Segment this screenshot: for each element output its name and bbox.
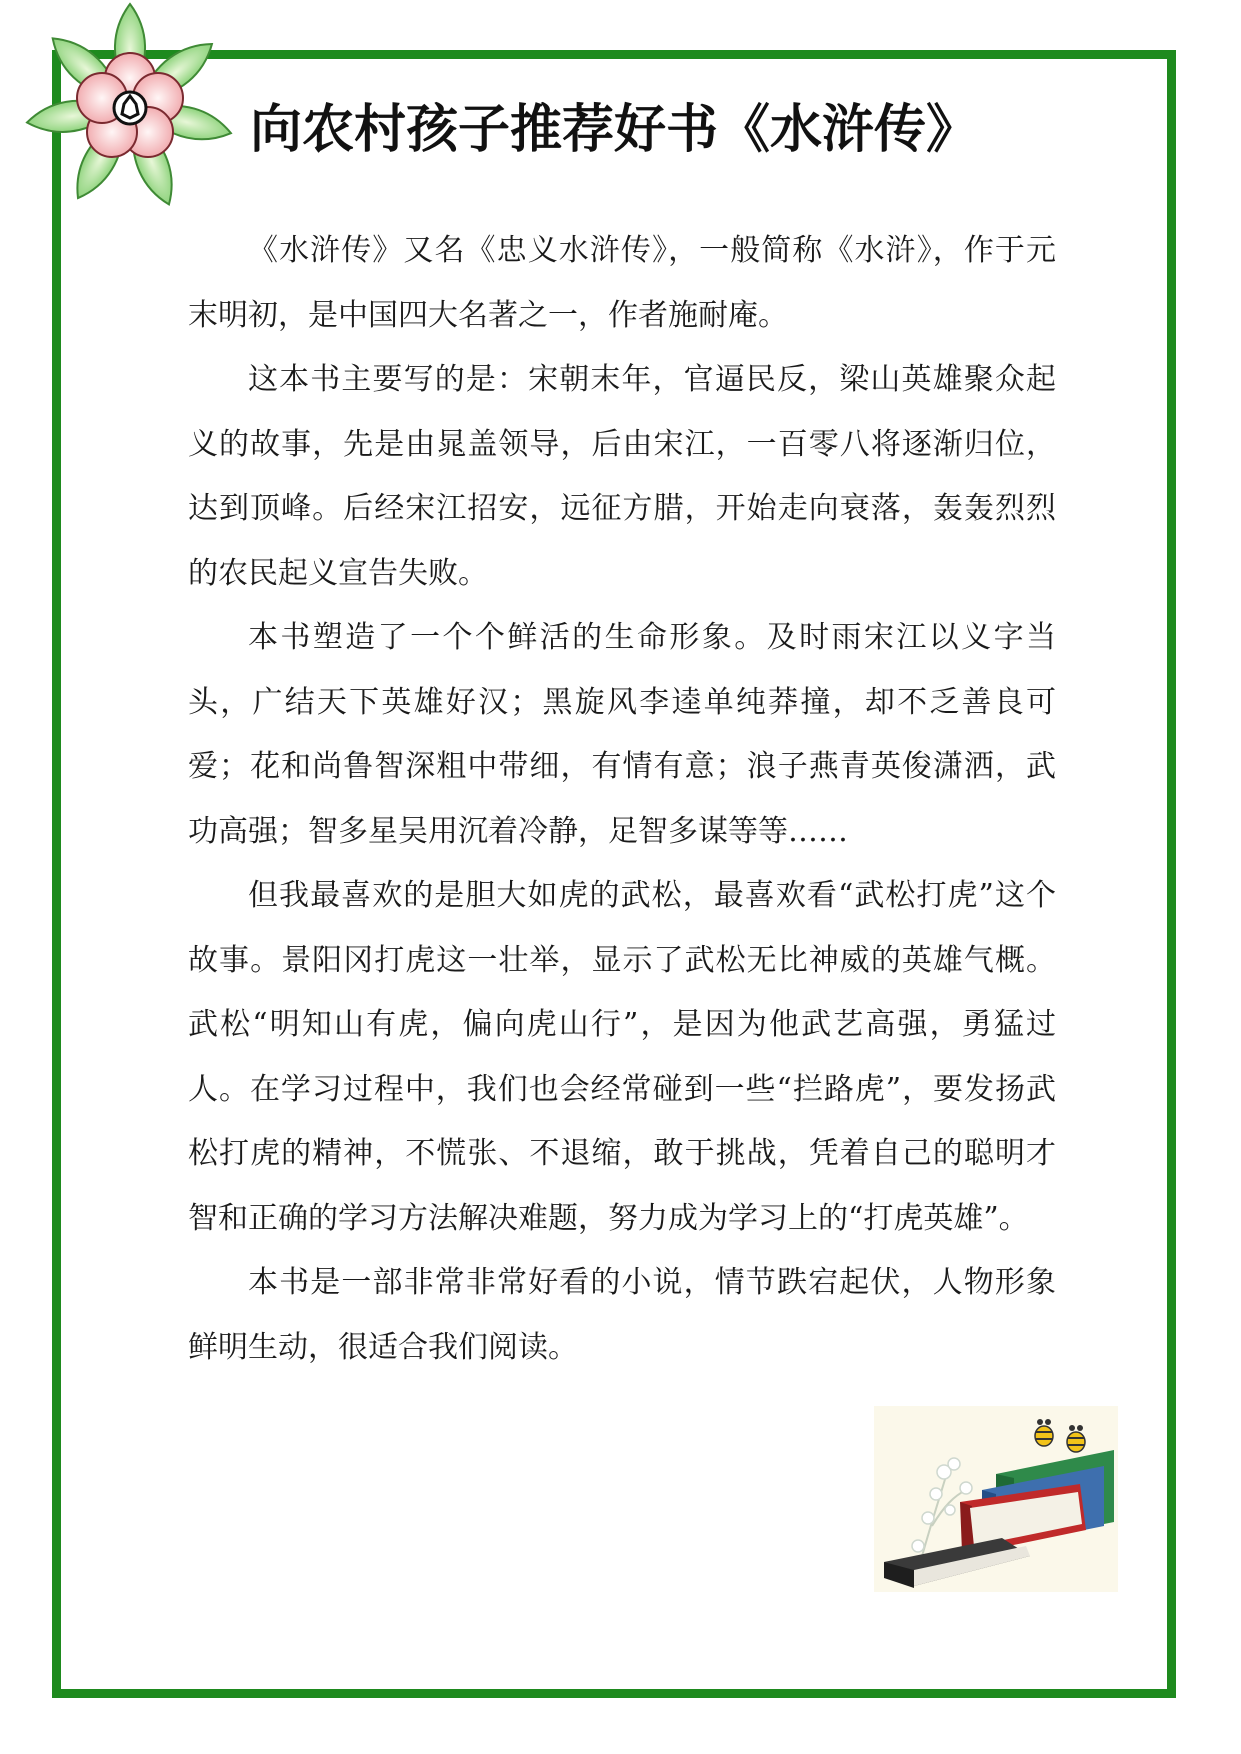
article-body — [188, 219, 1056, 1380]
paragraph-intro: 《水浒传》又名《忠义水浒传》，一般简称《水浒》，作于元末明初，是中国四大名著之一，作者施耐庵。 — [188, 233, 1056, 333]
books-illustration — [874, 1406, 1118, 1592]
paragraph-summary: 这本书主要写的是：宋朝末年，官逼民反，梁山英雄聚众起义的故事，先是由晁盖领导，后由宋江，一百零八将逐渐归位，达到顶峰。后经宋江招安，远征方腊，开始走向衰落，轰轰烈烈的农民起义宣告失败。 — [188, 362, 1056, 591]
page-title: 向农村孩子推荐好书《水浒传》 — [250, 100, 979, 160]
paragraph-characters: 本书塑造了一个个鲜活的生命形象。及时雨宋江以义字当头，广结天下英雄好汉；黑旋风李逵单纯莽撞，却不乏善良可爱；花和尚鲁智深粗中带细，有情有意；浪子燕青英俊潇洒，武功高强；智多星吴用沉着冷静，足智多谋等等…… — [188, 620, 1056, 849]
flower-icon — [18, 0, 258, 230]
paragraph-wusong: 但我最喜欢的是胆大如虎的武松，最喜欢看“武松打虎”这个故事。景阳冈打虎这一壮举，显示了武松无比神威的英雄气概。武松“明知山有虎，偏向虎山行”，是因为他武艺高强，勇猛过人。在学习过程中，我们也会经常碰到一些“拦路虎”，要发扬武松打虎的精神，不慌张、不退缩，敢于挑战，凭着自己的聪明才智和正确的学习方法解决难题，努力成为学习上的“打虎英雄”。 — [188, 878, 1056, 1236]
paragraph-conclusion: 本书是一部非常非常好看的小说，情节跌宕起伏，人物形象鲜明生动，很适合我们阅读。 — [188, 1265, 1056, 1365]
